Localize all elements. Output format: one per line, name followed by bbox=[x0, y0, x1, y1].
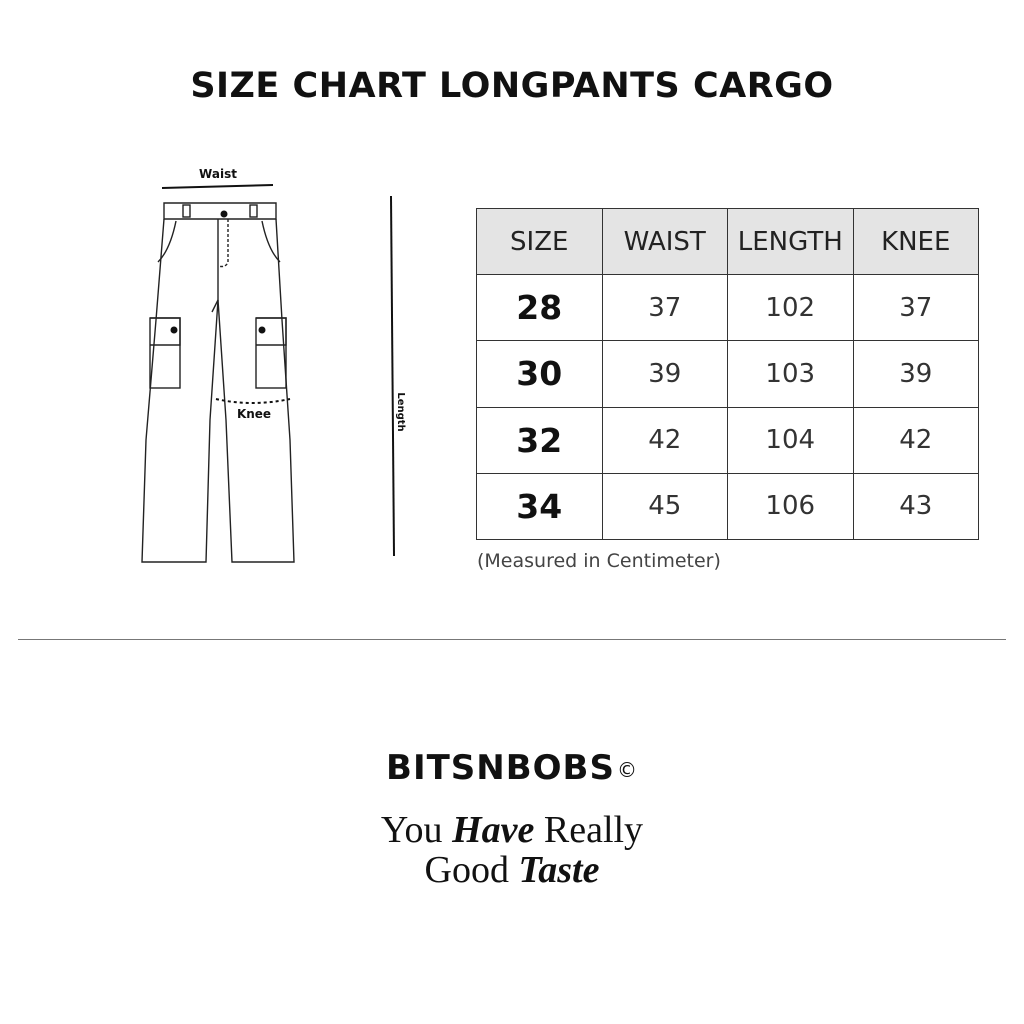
length-label: Length bbox=[395, 392, 406, 432]
table-row bbox=[477, 341, 979, 407]
tagline-word: You bbox=[380, 809, 443, 851]
right-pocket-button bbox=[259, 327, 266, 334]
left-pocket-button bbox=[171, 327, 178, 334]
length-measure-line bbox=[391, 196, 394, 556]
waist-measure-line bbox=[162, 185, 273, 188]
length-value: 106 bbox=[728, 473, 854, 539]
tagline-line-2 bbox=[0, 850, 1024, 890]
header-length: LENGTH bbox=[728, 209, 854, 275]
size-table bbox=[476, 208, 979, 540]
brand-name: BITSNBOBS bbox=[386, 748, 615, 788]
tagline-script-word: Have bbox=[452, 809, 535, 851]
tagline-line-1 bbox=[0, 810, 1024, 850]
waist-value: 45 bbox=[602, 473, 728, 539]
page-title: SIZE CHART LONGPANTS CARGO bbox=[190, 66, 834, 106]
table-header-row bbox=[477, 209, 979, 275]
measurement-note: (Measured in Centimeter) bbox=[477, 550, 721, 572]
brand-tagline bbox=[0, 810, 1024, 890]
waist-button bbox=[221, 211, 228, 218]
section-divider bbox=[18, 639, 1006, 640]
tagline-word: Good bbox=[424, 849, 509, 891]
waist-value: 42 bbox=[602, 407, 728, 473]
knee-value: 37 bbox=[853, 275, 979, 341]
knee-value: 39 bbox=[853, 341, 979, 407]
knee-value: 42 bbox=[853, 407, 979, 473]
header-knee: KNEE bbox=[853, 209, 979, 275]
length-value: 102 bbox=[728, 275, 854, 341]
waist-value: 37 bbox=[602, 275, 728, 341]
waist-value: 39 bbox=[602, 341, 728, 407]
brand-logo bbox=[0, 748, 1024, 788]
size-value: 32 bbox=[477, 407, 603, 473]
tagline-script-word: Taste bbox=[518, 849, 600, 891]
knee-measure-line bbox=[216, 399, 290, 403]
size-value: 28 bbox=[477, 275, 603, 341]
knee-value: 43 bbox=[853, 473, 979, 539]
waist-label: Waist bbox=[199, 167, 237, 181]
table-row bbox=[477, 473, 979, 539]
table-row bbox=[477, 275, 979, 341]
table-row bbox=[477, 407, 979, 473]
tagline-word: Really bbox=[543, 809, 644, 851]
size-value: 34 bbox=[477, 473, 603, 539]
knee-label: Knee bbox=[236, 407, 272, 421]
size-value: 30 bbox=[477, 341, 603, 407]
length-value: 104 bbox=[728, 407, 854, 473]
header-waist: WAIST bbox=[602, 209, 728, 275]
header-size: SIZE bbox=[477, 209, 603, 275]
copyright-mark: © bbox=[616, 758, 638, 782]
pants-outline bbox=[142, 203, 294, 562]
length-value: 103 bbox=[728, 341, 854, 407]
